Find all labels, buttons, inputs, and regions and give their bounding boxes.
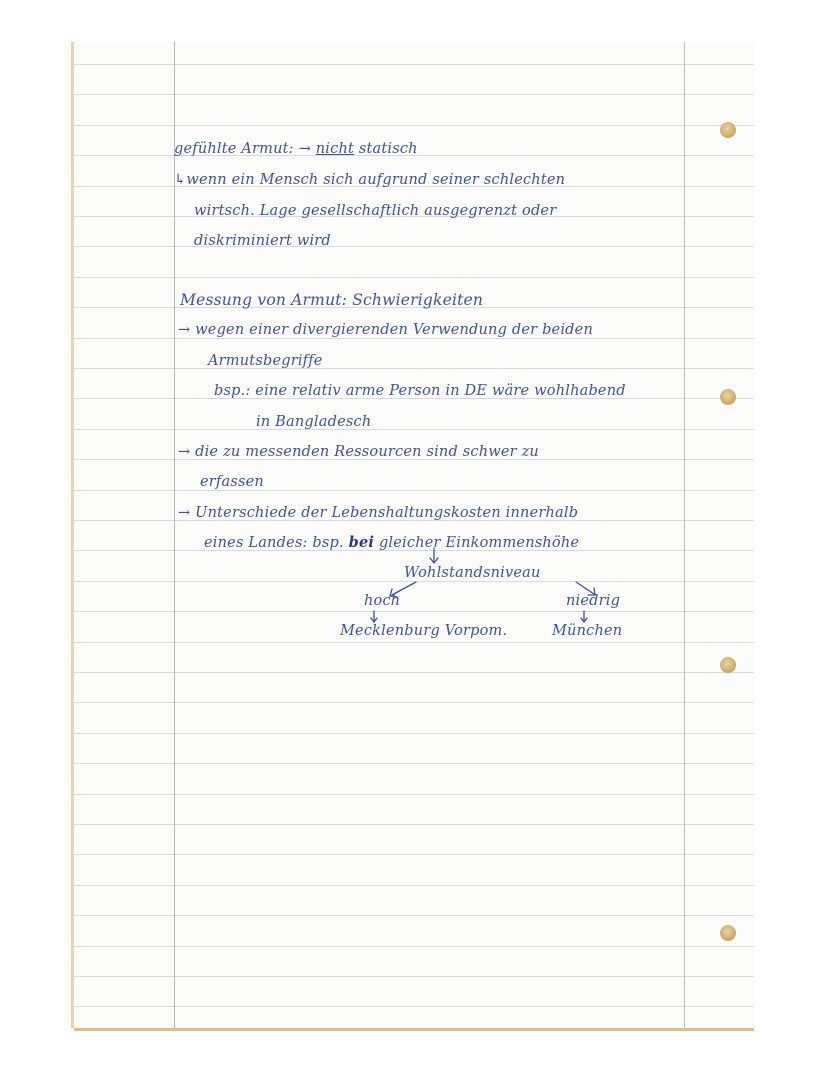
note-line: erfassen xyxy=(200,474,264,490)
note-heading-messung: Messung von Armut: Schwierigkeiten xyxy=(180,291,484,309)
note-niedrig: niedrig xyxy=(566,593,621,609)
arrow-left-icon xyxy=(392,582,416,595)
note-text: wegen einer divergierenden Verwendung der beiden xyxy=(195,322,593,338)
arrow-right-icon xyxy=(576,582,594,594)
note-text: eines Landes: bsp. xyxy=(204,535,344,551)
note-line: Armutsbegriffe xyxy=(208,353,323,369)
arrow-icon: → xyxy=(178,322,191,338)
note-text-bold: bei xyxy=(348,534,375,551)
arrow-icon: → xyxy=(178,444,191,460)
note-text: statisch xyxy=(358,141,418,157)
note-muenchen: München xyxy=(552,623,623,639)
note-wohlstandsniveau: Wohlstandsniveau xyxy=(404,565,541,581)
arrow-icon: → xyxy=(178,505,191,521)
note-text: gleicher Einkommenshöhe xyxy=(378,535,580,551)
note-text: gefühlte Armut: xyxy=(174,141,294,157)
diagram-arrows xyxy=(74,42,754,1028)
note-text: Unterschiede der Lebenshaltungskosten innerhalb xyxy=(195,505,579,521)
note-line: ↳wenn ein Mensch sich aufgrund seiner schlechten xyxy=(174,172,566,188)
note-line: bsp.: eine relativ arme Person in DE wäre wohlhabend xyxy=(214,383,626,399)
note-line: diskriminiert wird xyxy=(194,233,331,249)
note-line: wirtsch. Lage gesellschaftlich ausgegrenzt oder xyxy=(194,203,557,219)
note-hoch: hoch xyxy=(364,593,401,609)
note-mecklenburg: Mecklenburg Vorpom. xyxy=(340,623,508,639)
arrow-icon: → xyxy=(298,141,311,157)
note-text: nicht xyxy=(315,141,355,157)
note-text: die zu messenden Ressourcen sind schwer zu xyxy=(195,444,539,460)
notebook-page xyxy=(74,42,754,1028)
note-line: in Bangladesch xyxy=(256,414,372,430)
